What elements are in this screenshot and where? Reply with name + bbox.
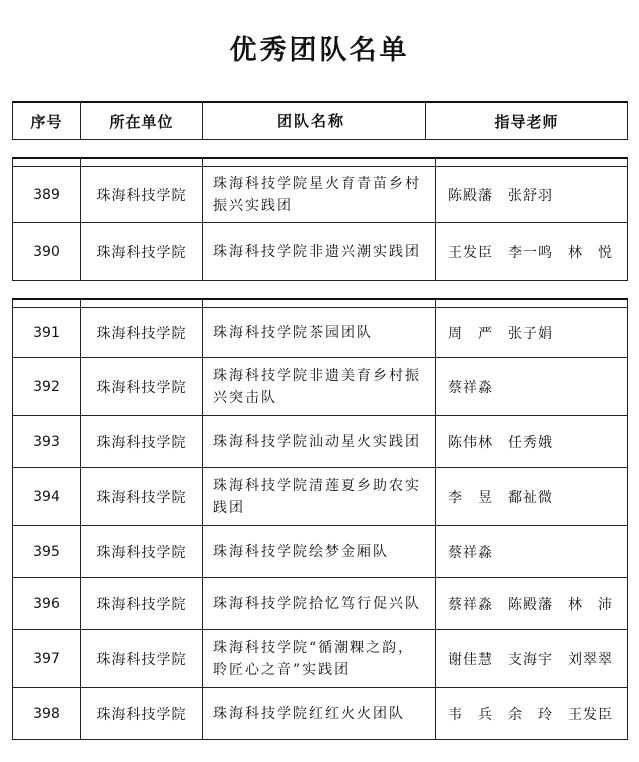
- page-title: 优秀团队名单: [229, 35, 410, 66]
- row-advisors: 蔡祥淼 陈殿藩 林 沛: [436, 578, 628, 630]
- row-no: 395: [13, 526, 81, 578]
- row-no: 391: [13, 308, 81, 358]
- col-header-unit: 所在单位: [81, 102, 203, 140]
- row-advisors: 蔡祥淼: [436, 526, 628, 578]
- row-team: 珠海科技学院汕动星火实践团: [203, 416, 436, 468]
- row-unit: 珠海科技学院: [81, 167, 203, 223]
- row-team: 珠海科技学院绘梦金厢队: [203, 526, 436, 578]
- row-no: 392: [13, 358, 81, 416]
- row-no: 398: [13, 688, 81, 740]
- table-spacer: [13, 158, 628, 167]
- row-team: 珠海科技学院星火育青苗乡村振兴实践团: [203, 167, 436, 223]
- row-team: 珠海科技学院红红火火团队: [203, 688, 436, 740]
- col-header-advisors: 指导老师: [426, 102, 628, 140]
- row-team: 珠海科技学院非遗美育乡村振兴突击队: [203, 358, 436, 416]
- row-advisors: 王发臣 李一鸣 林 悦: [436, 223, 628, 281]
- table-spacer: [13, 299, 628, 308]
- row-unit: 珠海科技学院: [81, 223, 203, 281]
- row-advisors: 陈殿藩 张舒羽: [436, 167, 628, 223]
- row-advisors: 李 昱 鄱祉微: [436, 468, 628, 526]
- row-unit: 珠海科技学院: [81, 358, 203, 416]
- row-unit: 珠海科技学院: [81, 308, 203, 358]
- row-team: 珠海科技学院清莲夏乡助农实践团: [203, 468, 436, 526]
- table-header: [12, 101, 628, 140]
- row-advisors: 谢佳慧 支海宇 刘翠翠: [436, 630, 628, 688]
- row-unit: 珠海科技学院: [81, 468, 203, 526]
- table-group-2: [12, 298, 628, 740]
- table-row: [13, 630, 628, 688]
- row-advisors: 蔡祥淼: [436, 358, 628, 416]
- table-row: [13, 578, 628, 630]
- row-advisors: 周 严 张子娟: [436, 308, 628, 358]
- table-row: [13, 468, 628, 526]
- row-no: 394: [13, 468, 81, 526]
- table-row: [13, 688, 628, 740]
- table-row: [13, 308, 628, 358]
- header-row: [13, 102, 628, 140]
- row-advisors: 韦 兵 余 玲 王发臣: [436, 688, 628, 740]
- row-unit: 珠海科技学院: [81, 578, 203, 630]
- row-team: 珠海科技学院拾忆笃行促兴队: [203, 578, 436, 630]
- row-no: 389: [13, 167, 81, 223]
- row-unit: 珠海科技学院: [81, 526, 203, 578]
- row-advisors: 陈伟林 任秀娥: [436, 416, 628, 468]
- col-header-team: 团队名称: [203, 102, 426, 140]
- row-no: 397: [13, 630, 81, 688]
- row-unit: 珠海科技学院: [81, 630, 203, 688]
- col-header-no: 序号: [13, 102, 81, 140]
- table-row: [13, 167, 628, 223]
- row-no: 393: [13, 416, 81, 468]
- row-unit: 珠海科技学院: [81, 416, 203, 468]
- row-unit: 珠海科技学院: [81, 688, 203, 740]
- row-team: 珠海科技学院非遗兴潮实践团: [203, 223, 436, 281]
- table-row: [13, 416, 628, 468]
- table-row: [13, 223, 628, 281]
- table-row: [13, 358, 628, 416]
- row-team: 珠海科技学院茶园团队: [203, 308, 436, 358]
- table-group-1: [12, 157, 628, 281]
- table-row: [13, 526, 628, 578]
- row-no: 390: [13, 223, 81, 281]
- row-no: 396: [13, 578, 81, 630]
- row-team: 珠海科技学院“循潮粿之韵，聆匠心之音”实践团: [203, 630, 436, 688]
